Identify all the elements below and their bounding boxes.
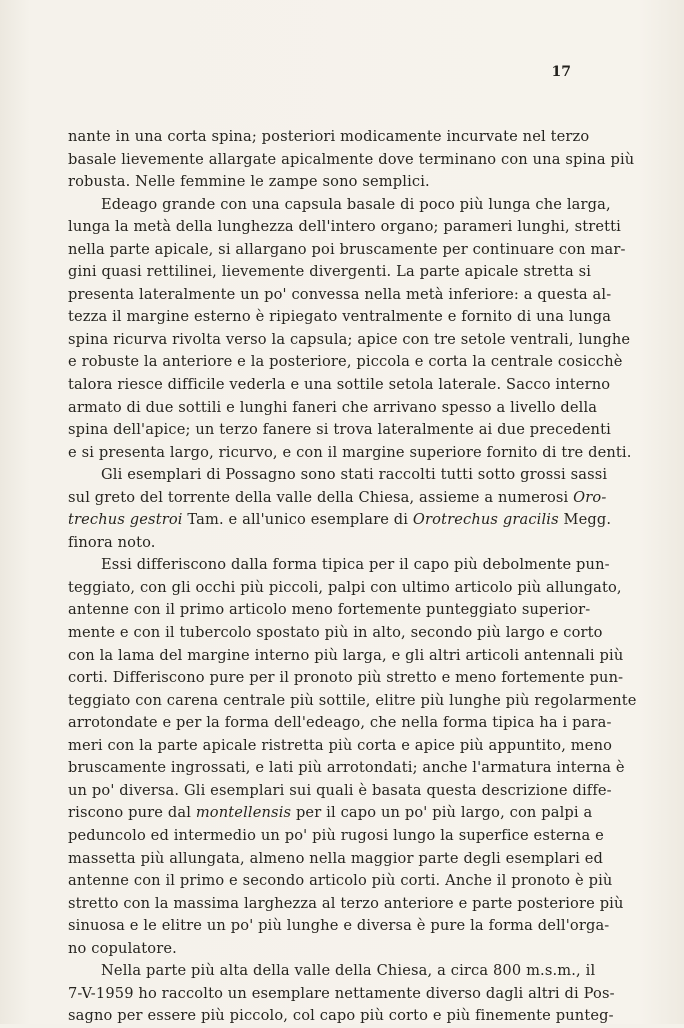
text-line [68, 284, 612, 307]
text-line [68, 397, 598, 420]
paragraph-p5 [68, 960, 615, 1028]
text-line [68, 532, 554, 555]
text-segment: nante in una corta spina; posteriori modicamente incurvate nel terzo [68, 128, 590, 145]
text-segment: finora noto. [68, 533, 156, 551]
text-line [68, 487, 607, 510]
text-segment: corti. Differiscono pure per il pronoto più stretto e meno fortemente pun- [68, 669, 624, 687]
text-segment: basale lievemente allargate apicalmente dove terminano con una spina più [68, 150, 635, 168]
text-line [68, 802, 593, 825]
text-segment: stretto con la massima larghezza al terzo anteriore e parte posteriore più [68, 894, 624, 912]
text-segment: talora riesce difficile vederla e una sottile setola laterale. Sacco interno [68, 376, 611, 394]
text-line [68, 1005, 614, 1028]
text-line [68, 442, 632, 465]
paragraph-p3 [68, 464, 612, 554]
text-line [68, 622, 603, 645]
text-line [68, 690, 637, 713]
text-segment: Gli esemplari di Possagno sono stati raccolti tutti sotto grossi sassi [101, 466, 608, 484]
text-line [68, 915, 610, 938]
text-line [68, 893, 624, 916]
text-segment: nella parte apicale, si allargano poi bruscamente per continuare con mar- [68, 240, 626, 258]
paragraph-p2 [68, 194, 632, 465]
text-segment: no copulatore. [68, 939, 177, 957]
text-segment: teggiato, con gli occhi più piccoli, palpi con ultimo articolo più allungato, [68, 578, 622, 596]
text-segment: e robuste la anteriore e la posteriore, piccola e corta la centrale cosicchè [68, 353, 623, 371]
text-line [68, 667, 624, 690]
text-line [68, 351, 623, 374]
text-segment: sagno per essere più piccolo, col capo più corto e più finemente punteg- [68, 1007, 614, 1025]
text-segment: robusta. Nelle femmine le zampe sono semplici. [68, 173, 430, 191]
body-text [68, 126, 637, 1028]
text-segment: tezza il margine esterno è ripiegato ventralmente e fornito di una lunga [68, 308, 612, 326]
text-segment: presenta lateralmente un po' convessa nella metà inferiore: a questa al- [68, 285, 612, 303]
italic-taxon-name: Orotrechus gracilis [412, 511, 559, 529]
text-line [68, 419, 611, 442]
text-segment: con la lama del margine interno più larga, e gli altri articoli antennali più [68, 646, 624, 664]
text-line [68, 239, 626, 262]
text-line [68, 757, 625, 780]
text-segment: mente e con il tubercolo spostato più in alto, secondo più largo e corto [68, 624, 603, 642]
text-segment: per il capo un po' più largo, con palpi a [291, 804, 593, 822]
text-segment: teggiato con carena centrale più sottile, elitre più lunghe più regolarmente [68, 691, 637, 709]
text-segment: lunga la metà della lunghezza dell'intero organo; parameri lunghi, stretti [68, 218, 621, 236]
text-segment: sinuosa e le elitre un po' più lunghe e diversa è pure la forma dell'orga- [68, 917, 610, 935]
text-line [68, 126, 590, 149]
italic-taxon-name: trechus gestroi [68, 511, 183, 529]
text-segment: Nella parte più alta della valle della Chiesa, a circa 800 m.s.m., il [101, 962, 596, 980]
text-segment: 7-V-1959 ho raccolto un esemplare nettamente diverso dagli altri di Pos- [68, 984, 615, 1002]
text-segment: Megg. [558, 511, 612, 529]
page-number: 17 [551, 64, 571, 80]
text-line [68, 599, 591, 622]
text-line [68, 329, 631, 352]
text-line [68, 306, 612, 329]
text-line [68, 554, 610, 577]
text-segment: gini quasi rettilinei, lievemente divergenti. La parte apicale stretta si [68, 263, 592, 281]
text-segment: massetta più allungata, almeno nella maggior parte degli esemplari ed [68, 849, 604, 867]
text-line [68, 577, 622, 600]
text-segment: bruscamente ingrossati, e lati più arrotondati; anche l'armatura interna è [68, 759, 625, 777]
text-line [68, 712, 612, 735]
text-segment: peduncolo ed intermedio un po' più rugosi lungo la superfice esterna e [68, 826, 604, 844]
text-segment: Tam. e all'unico esemplare di [182, 511, 413, 529]
text-segment: Edeago grande con una capsula basale di poco più lunga che larga, [101, 195, 611, 213]
text-segment: arrotondate e per la forma dell'edeago, che nella forma tipica ha i para- [68, 714, 612, 732]
text-segment: antenne con il primo articolo meno fortemente punteggiato superior- [68, 601, 591, 619]
text-line [68, 645, 624, 668]
text-segment: un po' diversa. Gli esemplari sui quali è basata questa descrizione diffe- [68, 781, 612, 799]
italic-taxon-name: montellensis [195, 804, 292, 822]
text-line [68, 509, 612, 532]
text-segment: e si presenta largo, ricurvo, e con il margine superiore fornito di tre denti. [68, 443, 632, 461]
text-line [68, 825, 604, 848]
text-line [68, 960, 596, 983]
text-line [68, 938, 554, 961]
text-line [68, 261, 592, 284]
text-segment: armato di due sottili e lunghi faneri che arrivano spesso a livello della [68, 398, 598, 416]
paragraph-p1 [68, 126, 635, 194]
text-segment: riscono pure dal [68, 804, 196, 822]
text-line [68, 171, 554, 194]
paragraph-p4 [68, 554, 637, 960]
text-segment: antenne con il primo e secondo articolo più corti. Anche il pronoto è più [68, 872, 613, 890]
text-line [68, 983, 615, 1006]
text-line [68, 870, 613, 893]
text-line [68, 194, 611, 217]
text-line [68, 464, 608, 487]
text-line [68, 848, 604, 871]
text-line [68, 374, 611, 397]
text-line [68, 735, 613, 758]
italic-taxon-name: Oro- [573, 488, 607, 506]
text-segment: meri con la parte apicale ristretta più corta e apice più appuntito, meno [68, 736, 613, 754]
text-segment: spina ricurva rivolta verso la capsula; apice con tre setole ventrali, lunghe [68, 330, 631, 348]
text-segment: Essi differiscono dalla forma tipica per il capo più debolmente pun- [101, 556, 610, 574]
text-segment: sul greto del torrente della valle della Chiesa, assieme a numerosi [68, 488, 574, 506]
text-line [68, 149, 635, 172]
text-line [68, 780, 612, 803]
text-line [68, 216, 621, 239]
text-segment: spina dell'apice; un terzo fanere si trova lateralmente ai due precedenti [68, 421, 611, 439]
